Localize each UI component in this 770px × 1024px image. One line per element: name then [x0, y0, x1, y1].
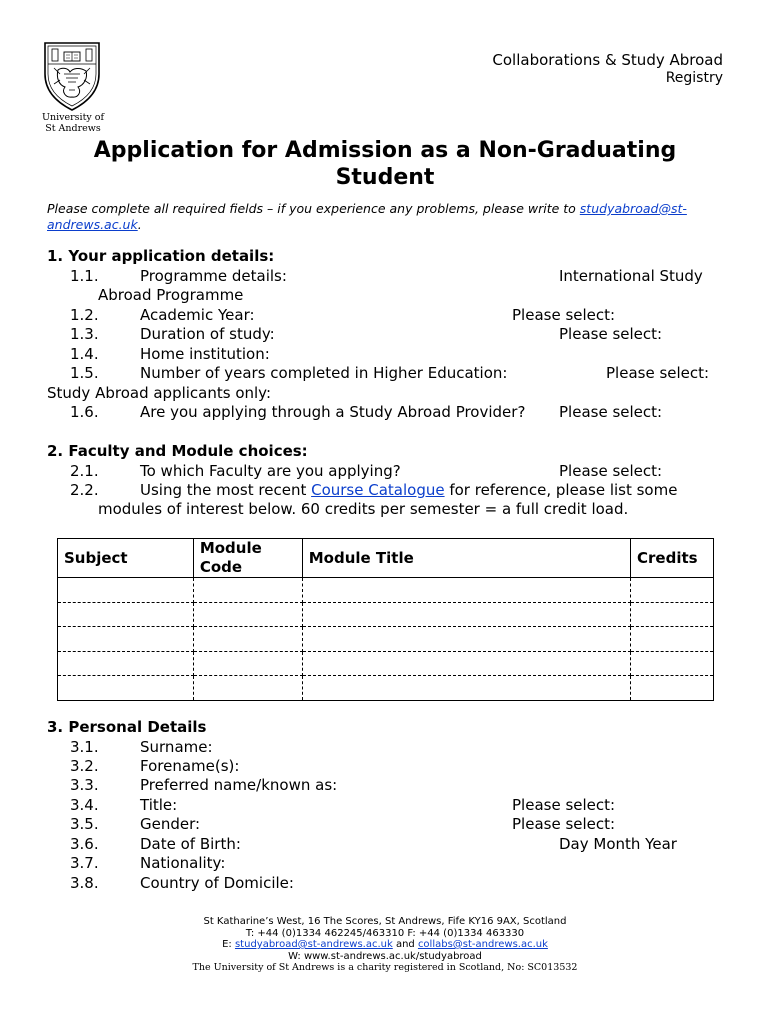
code-cell[interactable] [193, 627, 302, 652]
footer-studyabroad-email-link[interactable]: studyabroad@st-andrews.ac.uk [234, 939, 393, 950]
course-catalogue-link[interactable]: Course Catalogue [311, 481, 445, 499]
item-label: To which Faculty are you applying? [140, 462, 401, 480]
item-number: 1.3. [70, 325, 99, 343]
item-label: Surname: [140, 738, 213, 756]
code-cell[interactable] [193, 602, 302, 627]
code-cell[interactable] [193, 578, 302, 603]
faculty-select[interactable]: Please select: [559, 462, 663, 480]
code-cell[interactable] [193, 651, 302, 676]
module-code-header [193, 539, 302, 578]
item-number: 3.2. [70, 757, 99, 775]
page-title [0, 137, 770, 191]
footer-web: W: www.st-andrews.ac.uk/studyabroad [288, 950, 482, 962]
item-label: Date of Birth: [140, 835, 241, 853]
footer-collabs-email-link[interactable]: collabs@st-andrews.ac.uk [417, 939, 548, 950]
item-label: Gender: [140, 815, 201, 833]
code-cell[interactable] [193, 676, 302, 701]
item-number: 2.2. [70, 481, 99, 499]
footer-email-and: and [392, 939, 418, 950]
credits-header: Credits [631, 539, 714, 578]
study-abroad-note: Study Abroad applicants only: [47, 384, 272, 402]
subject-cell[interactable] [58, 676, 194, 701]
module-code-header-line1: Module [199, 539, 262, 557]
item-label: Are you applying through a Study Abroad Provider? [140, 403, 526, 421]
item-number: 3.5. [70, 815, 99, 833]
intro-text [47, 201, 727, 233]
subject-cell[interactable] [58, 578, 194, 603]
item-number: 1.4. [70, 345, 99, 363]
item-label: Academic Year: [140, 306, 255, 324]
subject-cell[interactable] [58, 627, 194, 652]
title-cell[interactable] [302, 602, 630, 627]
subject-header: Subject [58, 539, 194, 578]
provider-select[interactable]: Please select: [559, 403, 663, 421]
module-code-header-line2: Code [199, 558, 243, 576]
university-name-line2: St Andrews [45, 123, 101, 134]
item-label: Title: [140, 796, 178, 814]
section3-heading: 3. Personal Details [47, 718, 207, 736]
footer-phone: T: +44 (0)1334 462245/463310 F: +44 (0)1334 463330 [245, 927, 525, 939]
item-number: 1.2. [70, 306, 99, 324]
credits-cell[interactable] [631, 578, 714, 603]
item-label: Nationality: [140, 854, 226, 872]
duration-select[interactable]: Please select: [559, 325, 663, 343]
item-label: Duration of study: [140, 325, 275, 343]
module-title-header: Module Title [302, 539, 630, 578]
item-number: 3.7. [70, 854, 99, 872]
programme-value-cont: Abroad Programme [98, 286, 244, 304]
programme-value[interactable]: International Study [559, 267, 703, 285]
academic-year-select[interactable]: Please select: [512, 306, 616, 324]
credits-cell[interactable] [631, 602, 714, 627]
university-name [40, 112, 106, 134]
credits-cell[interactable] [631, 627, 714, 652]
years-completed-select[interactable]: Please select: [606, 364, 710, 382]
item-number: 3.6. [70, 835, 99, 853]
item-label [140, 481, 677, 499]
office-name: Registry [665, 70, 723, 86]
intro-text-before: Please complete all required fields – if you experience any problems, please write to [47, 201, 580, 216]
footer-email-prefix: E: [222, 939, 235, 950]
footer-charity: The University of St Andrews is a charity registered in Scotland, No: SC013532 [192, 962, 578, 973]
item-number: 3.3. [70, 776, 99, 794]
intro-text-after: . [137, 217, 142, 232]
footer-email [0, 939, 770, 951]
table-row [58, 627, 714, 652]
table-row [58, 602, 714, 627]
studyabroad-email-link-cont[interactable]: andrews.ac.uk [47, 217, 138, 232]
item-number: 1.5. [70, 364, 99, 382]
title-select[interactable]: Please select: [512, 796, 616, 814]
item-label: Home institution: [140, 345, 270, 363]
university-name-line1: University of [41, 112, 105, 123]
table-row [58, 651, 714, 676]
table-row [58, 578, 714, 603]
item-label: Programme details: [140, 267, 287, 285]
item-number: 1.6. [70, 403, 99, 421]
item-number: 2.1. [70, 462, 99, 480]
item-number: 3.8. [70, 874, 99, 892]
item-label: Country of Domicile: [140, 874, 294, 892]
subject-cell[interactable] [58, 602, 194, 627]
item-label: Number of years completed in Higher Education: [140, 364, 508, 382]
item-2-2-cont: modules of interest below. 60 credits per semester = a full credit load. [98, 500, 629, 518]
credits-cell[interactable] [631, 676, 714, 701]
table-header-row [58, 539, 714, 578]
date-of-birth-select[interactable]: Day Month Year [559, 835, 677, 853]
credits-cell[interactable] [631, 651, 714, 676]
item-text: Using the most recent [140, 481, 312, 499]
item-label: Forename(s): [140, 757, 240, 775]
footer-address: St Katharine’s West, 16 The Scores, St Andrews, Fife KY16 9AX, Scotland [203, 916, 567, 927]
table-row [58, 676, 714, 701]
module-table [57, 538, 714, 701]
university-crest-logo [42, 40, 102, 112]
section2-heading: 2. Faculty and Module choices: [47, 442, 308, 460]
department-name: Collaborations & Study Abroad [492, 51, 723, 69]
page-footer [0, 916, 770, 974]
item-label: Preferred name/known as: [140, 776, 338, 794]
title-cell[interactable] [302, 627, 630, 652]
title-line1: Application for Admission as a Non-Graduating [93, 138, 677, 163]
item-text: for reference, please list some [444, 481, 678, 499]
title-cell[interactable] [302, 651, 630, 676]
title-line2: Student [335, 165, 435, 190]
item-number: 1.1. [70, 267, 99, 285]
studyabroad-email-link[interactable]: studyabroad@st- [579, 201, 687, 216]
title-cell[interactable] [302, 676, 630, 701]
title-cell[interactable] [302, 578, 630, 603]
gender-select[interactable]: Please select: [512, 815, 616, 833]
subject-cell[interactable] [58, 651, 194, 676]
item-number: 3.1. [70, 738, 99, 756]
item-number: 3.4. [70, 796, 99, 814]
section1-heading: 1. Your application details: [47, 247, 275, 265]
